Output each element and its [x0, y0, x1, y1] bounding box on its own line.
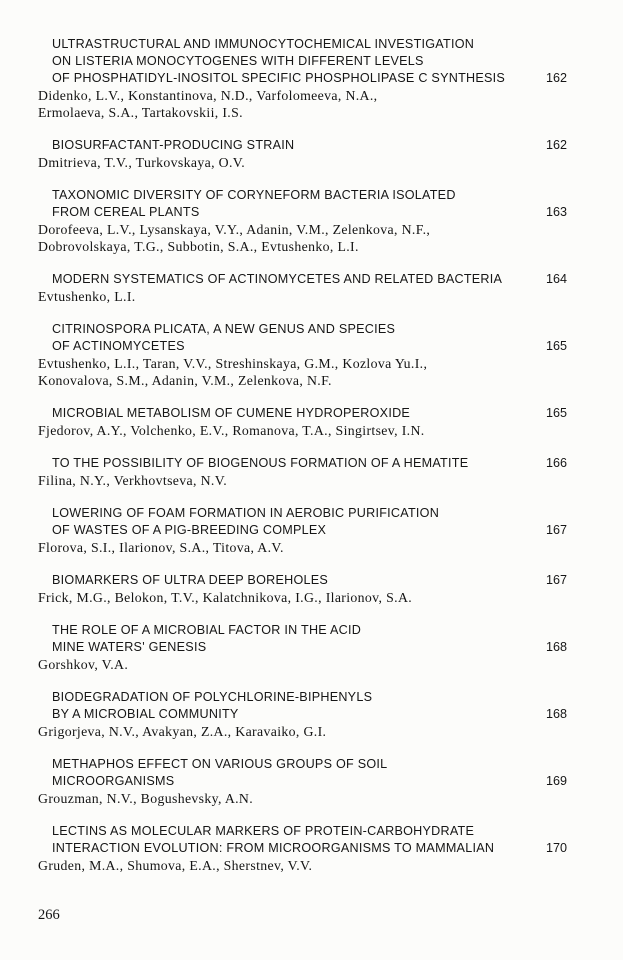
author-line: Evtushenko, L.I., Taran, V.V., Streshinskaya, G.M., Kozlova Yu.I., [38, 356, 428, 371]
toc-entry [38, 187, 567, 255]
entry-page-number: 168 [545, 640, 567, 654]
title-line: LOWERING OF FOAM FORMATION IN AEROBIC PURIFICATION [52, 506, 440, 520]
entry-page-number: 164 [545, 272, 567, 286]
entry-authors [38, 221, 567, 255]
entry-page-number: 165 [545, 406, 567, 420]
author-line: Gruden, M.A., Shumova, E.A., Sherstnev, V.V. [38, 858, 313, 873]
entry-title [52, 572, 534, 589]
toc-entry [38, 455, 567, 489]
toc-entry [38, 137, 567, 171]
footer-page-number: 266 [38, 907, 60, 923]
toc-entry-head [38, 36, 567, 87]
author-line: Grigorjeva, N.V., Avakyan, Z.A., Karavaiko, G.I. [38, 724, 327, 739]
entry-page-number: 166 [545, 456, 567, 470]
entry-authors [38, 656, 567, 673]
title-line: TO THE POSSIBILITY OF BIOGENOUS FORMATION OF A HEMATITE [52, 456, 469, 470]
title-line: BIOMARKERS OF ULTRA DEEP BOREHOLES [52, 573, 329, 587]
entry-authors [38, 472, 567, 489]
title-line: ON LISTERIA MONOCYTOGENES WITH DIFFERENT LEVELS [52, 54, 424, 68]
author-line: Dobrovolskaya, T.G., Subbotin, S.A., Evtushenko, L.I. [38, 239, 359, 254]
title-line: MODERN SYSTEMATICS OF ACTINOMYCETES AND RELATED BACTERIA [52, 272, 503, 286]
entry-title [52, 756, 534, 790]
author-line: Fjedorov, A.Y., Volchenko, E.V., Romanova, T.A., Singirtsev, I.N. [38, 423, 425, 438]
entry-page-number: 162 [545, 138, 567, 152]
entry-authors [38, 723, 567, 740]
entry-authors [38, 288, 567, 305]
entry-page-number: 168 [545, 707, 567, 721]
toc-entry [38, 823, 567, 874]
entry-page-number: 169 [545, 774, 567, 788]
entry-title [52, 321, 534, 355]
toc-entry [38, 756, 567, 807]
toc-entry [38, 271, 567, 305]
toc-entry-head [38, 187, 567, 221]
toc-entry [38, 622, 567, 673]
author-line: Grouzman, N.V., Bogushevsky, A.N. [38, 791, 254, 806]
entry-title [52, 187, 534, 221]
toc-entry [38, 36, 567, 121]
entry-page-number: 165 [545, 339, 567, 353]
title-line: THE ROLE OF A MICROBIAL FACTOR IN THE ACID [52, 623, 362, 637]
entry-authors [38, 422, 567, 439]
entry-authors [38, 154, 567, 171]
title-line: OF ACTINOMYCETES [52, 339, 185, 353]
toc-entry-head [38, 137, 567, 154]
entry-authors [38, 857, 567, 874]
toc-entry-head [38, 455, 567, 472]
author-line: Dmitrieva, T.V., Turkovskaya, O.V. [38, 155, 246, 170]
author-line: Filina, N.Y., Verkhovtseva, N.V. [38, 473, 228, 488]
author-line: Florova, S.I., Ilarionov, S.A., Titova, A.V. [38, 540, 284, 555]
author-line: Frick, M.G., Belokon, T.V., Kalatchnikova, I.G., Ilarionov, S.A. [38, 590, 413, 605]
author-line: Didenko, L.V., Konstantinova, N.D., Varfolomeeva, N.A., [38, 88, 378, 103]
title-line: OF WASTES OF A PIG-BREEDING COMPLEX [52, 523, 327, 537]
toc-entry [38, 405, 567, 439]
entry-title [52, 689, 534, 723]
title-line: INTERACTION EVOLUTION: FROM MICROORGANISMS TO MAMMALIAN [52, 841, 495, 855]
title-line: MINE WATERS' GENESIS [52, 640, 207, 654]
entry-authors [38, 790, 567, 807]
entry-title [52, 36, 534, 87]
toc-entry-head [38, 756, 567, 790]
author-line: Konovalova, S.M., Adanin, V.M., Zelenkova, N.F. [38, 373, 332, 388]
title-line: TAXONOMIC DIVERSITY OF CORYNEFORM BACTERIA ISOLATED [52, 188, 456, 202]
entry-authors [38, 539, 567, 556]
toc-entry-head [38, 405, 567, 422]
entry-page-number: 167 [545, 523, 567, 537]
entry-title [52, 823, 534, 857]
entry-page-number: 167 [545, 573, 567, 587]
entry-title [52, 271, 534, 288]
title-line: MICROBIAL METABOLISM OF CUMENE HYDROPEROXIDE [52, 406, 411, 420]
title-line: BIOSURFACTANT-PRODUCING STRAIN [52, 138, 295, 152]
title-line: OF PHOSPHATIDYL-INOSITOL SPECIFIC PHOSPHOLIPASE C SYNTHESIS [52, 71, 506, 85]
entry-page-number: 162 [545, 71, 567, 85]
entry-title [52, 505, 534, 539]
toc-entry-head [38, 572, 567, 589]
toc-entry-head [38, 622, 567, 656]
toc-entry-head [38, 271, 567, 288]
entry-authors [38, 87, 567, 121]
author-line: Ermolaeva, S.A., Tartakovskii, I.S. [38, 105, 243, 120]
author-line: Gorshkov, V.A. [38, 657, 129, 672]
entry-authors [38, 355, 567, 389]
title-line: LECTINS AS MOLECULAR MARKERS OF PROTEIN-CARBOHYDRATE [52, 824, 475, 838]
toc-entry-head [38, 689, 567, 723]
author-line: Evtushenko, L.I. [38, 289, 136, 304]
title-line: ULTRASTRUCTURAL AND IMMUNOCYTOCHEMICAL INVESTIGATION [52, 37, 475, 51]
author-line: Dorofeeva, L.V., Lysanskaya, V.Y., Adanin, V.M., Zelenkova, N.F., [38, 222, 431, 237]
toc-entry-head [38, 505, 567, 539]
toc-entry [38, 572, 567, 606]
entry-authors [38, 589, 567, 606]
entry-title [52, 622, 534, 656]
entry-title [52, 455, 534, 472]
toc-entry [38, 505, 567, 556]
entry-title [52, 405, 534, 422]
toc-list [38, 36, 567, 874]
title-line: FROM CEREAL PLANTS [52, 205, 200, 219]
entry-page-number: 163 [545, 205, 567, 219]
toc-entry-head [38, 321, 567, 355]
title-line: METHAPHOS EFFECT ON VARIOUS GROUPS OF SOIL [52, 757, 388, 771]
entry-page-number: 170 [545, 841, 567, 855]
toc-entry [38, 689, 567, 740]
title-line: BIODEGRADATION OF POLYCHLORINE-BIPHENYLS [52, 690, 373, 704]
title-line: CITRINOSPORA PLICATA, A NEW GENUS AND SPECIES [52, 322, 396, 336]
title-line: MICROORGANISMS [52, 774, 175, 788]
toc-entry-head [38, 823, 567, 857]
title-line: BY A MICROBIAL COMMUNITY [52, 707, 239, 721]
entry-title [52, 137, 534, 154]
toc-entry [38, 321, 567, 389]
